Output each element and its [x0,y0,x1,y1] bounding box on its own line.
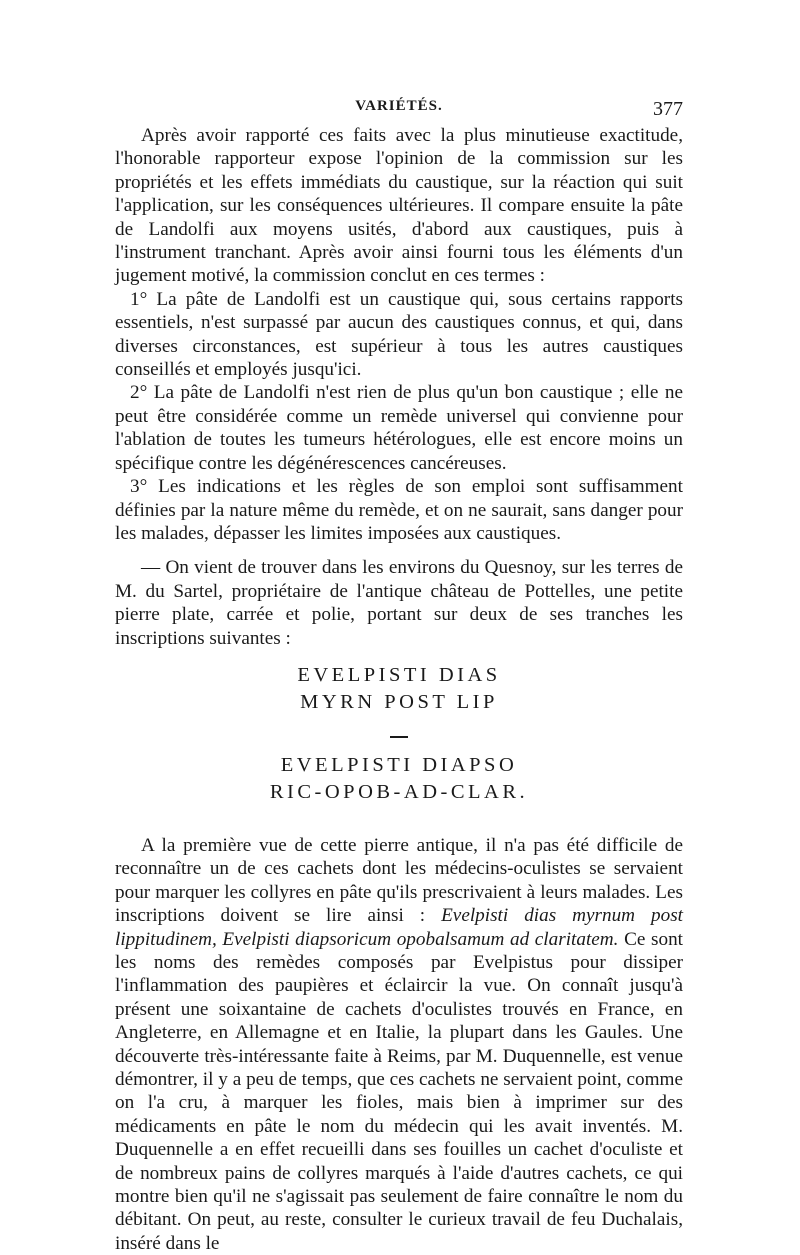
inscription-line: MYRN POST LIP [300,690,498,713]
page-number: 377 [653,98,683,120]
running-title: VARIÉTÉS. [355,98,443,114]
inscription-group-1 [115,662,683,716]
conclusion-item-3: 3° Les indications et les règles de son emploi sont suffisamment définies par la nature même du remède, et on ne saurait, sans danger pour les malades, dépasser les limites imposées aux caustiques. [115,476,683,544]
paragraph-text: A la première vue de cette pierre antique, il n'a pas été difficile de reconnaître un de ces cachets dont les médecins-oculistes se servaient pour marquer les collyres en pâte qu'ils prescrivaient à leurs malades. Les inscriptions doivent se lire ainsi : [115,834,683,927]
separator-dash [390,736,408,738]
inscription-line: EVELPISTI DIAPSO [280,753,518,776]
conclusion-item-2: 2° La pâte de Landolfi n'est rien de plus qu'un bon caustique ; elle ne peut être considérée comme un remède universel qui convienne pour l'ablation de toutes les tumeurs hétérologues, elle est encore moins un spécifique contre les dégénérescences cancéreuses. [115,382,683,474]
page-body [115,124,683,1255]
conclusion-item-1: 1° La pâte de Landolfi est un caustique qui, sous certains rapports essentiels, n'est surpassé par aucun des caustiques connus, et qui, dans diverses circonstances, est supérieur à tous les autres caustiques conseillés et employés jusqu'ici. [115,288,683,381]
inscription-line: RIC-OPOB-AD-CLAR. [269,780,529,803]
inscription-group-2 [115,752,683,806]
paragraph-oculist-seals [115,834,683,1255]
page-header [115,98,683,124]
paragraph-report-summary: Après avoir rapporté ces faits avec la plus minutieuse exactitude, l'honorable rapporteur expose l'opinion de la commission sur les propriétés et les effets immédiats du caustique, sur la réaction qui suit l'application, sur les conséquences ultérieures. Il compare ensuite la pâte de Landolfi aux moyens usités, d'abord aux caustiques, puis à l'instrument tranchant. Après avoir ainsi fourni tous les éléments d'un jugement motivé, la commission conclut en ces termes : [115,125,683,287]
paragraph-text: Ce sont les noms des remèdes composés par Evelpistus pour dissiper l'inflammation des paupières et éclaircir la vue. On connaît jusqu'à présent une soixantaine de cachets d'oculistes trouvés en France, en Angleterre, en Allemagne et en Italie, la plupart dans les Gaules. Une découverte très-intéressante faite à Reims, par M. Duquennelle, est venue démontrer, il y a peu de temps, que ces cachets ne servaient point, comme on l'a cru, à marquer les fioles, mais bien à imprimer sur des médicaments en pâte le nom du médecin qui les avait inventés. M. Duquennelle a en effet recueilli dans ses fouilles un cachet d'oculiste et de nombreux pains de collyres marqués à l'aide d'autres cachets, ce qui montre bien qu'il ne s'agissait pas seulement de faire connaître le nom du débitant. On peut, au reste, consulter le curieux travail de feu Duchalais, inséré dans le [115,928,683,1254]
paragraph-quesnoy-discovery: — On vient de trouver dans les environs du Quesnoy, sur les terres de M. du Sartel, propriétaire de l'antique château de Pottelles, une petite pierre plate, carrée et polie, portant sur deux de ses tranches les inscriptions suivantes : [115,557,683,649]
inscription-reading: Evelpisti dias myrnum post lippitudinem, Evelpisti diapsoricum opobalsamum ad claritatem. [115,905,683,950]
inscription-line: EVELPISTI DIAS [297,663,501,686]
